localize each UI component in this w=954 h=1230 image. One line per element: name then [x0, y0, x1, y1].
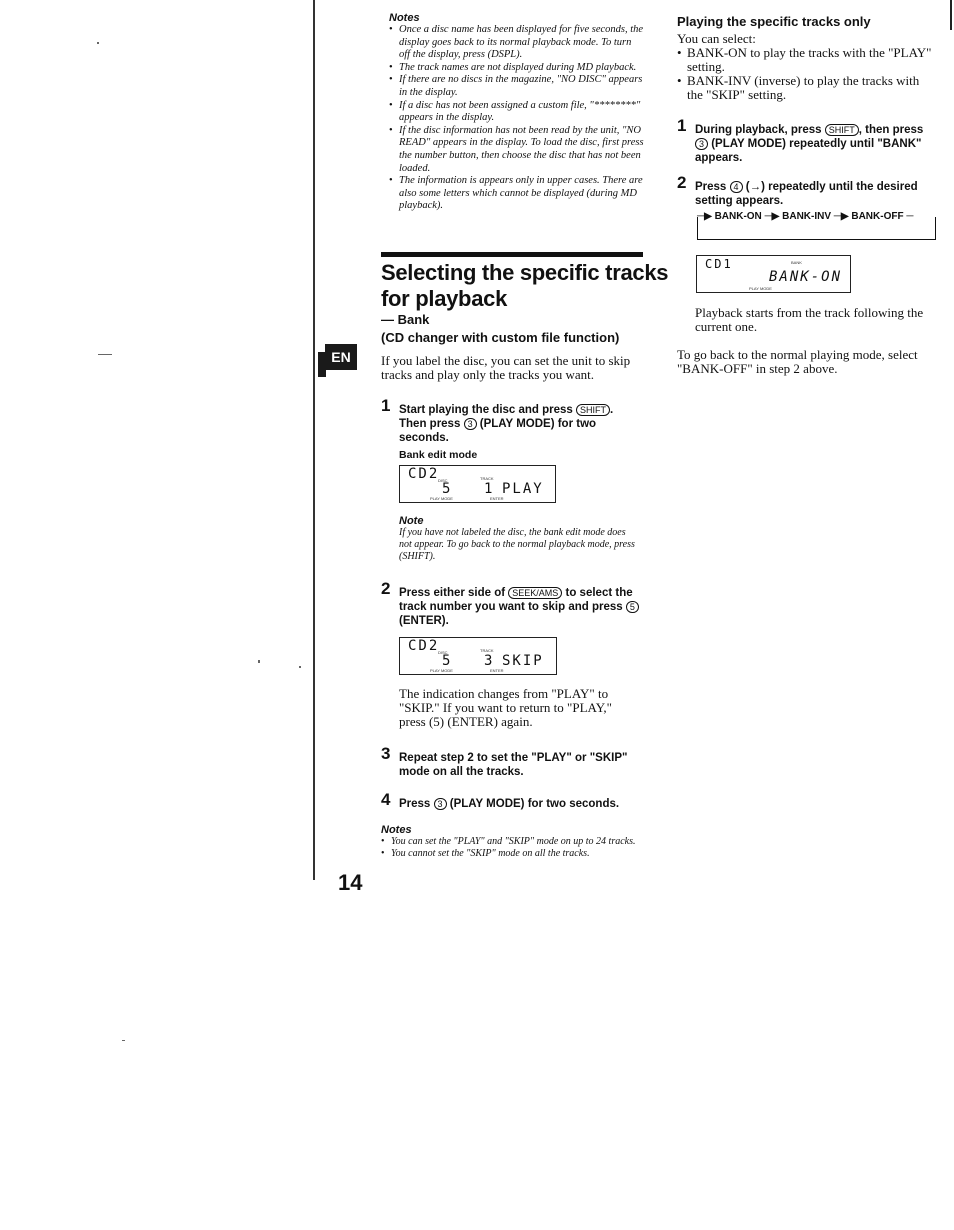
right-step-2 — [677, 173, 935, 208]
step-text: , then press — [858, 124, 924, 136]
step-text: Press either side of — [399, 587, 509, 599]
step1-note — [399, 515, 639, 563]
lcd-display-play — [399, 465, 556, 503]
step-text: (PLAY MODE) repeatedly until "BANK" appears. — [695, 138, 922, 164]
step-text: Press — [695, 181, 730, 193]
lcd-play-mode-tag: PLAY MODE — [749, 286, 772, 291]
lcd-mode: SKIP — [502, 653, 544, 669]
list-item: • If there are no discs in the magazine, "NO DISC" appears in the display. — [389, 74, 645, 99]
step-text: to select the track number you want to skip and press — [399, 587, 633, 613]
step-text: During playback, press — [695, 124, 825, 136]
top-notes-heading: Notes — [389, 12, 420, 24]
list-item: • BANK-ON to play the tracks with the "PLAY" setting. — [677, 46, 937, 74]
step-4 — [381, 790, 643, 811]
step-text: (PLAY MODE) for two seconds. — [446, 798, 620, 810]
step-3 — [381, 744, 643, 779]
lcd-track-tag: TRACK — [480, 648, 494, 653]
column-divider — [313, 0, 315, 880]
scan-speck — [122, 1040, 125, 1041]
step1-note-text: If you have not labeled the disc, the bank edit mode does not appear. To go back to the normal playback mode, press (SHIFT). — [399, 527, 635, 562]
right-options-list — [677, 46, 937, 102]
list-item: • You cannot set the "SKIP" mode on all the tracks. — [381, 848, 643, 860]
cycle-line-right — [935, 217, 936, 240]
lcd-mode: PLAY — [502, 481, 544, 497]
step-text: (ENTER). — [399, 615, 449, 627]
lcd-enter-tag: ENTER — [490, 668, 504, 673]
bank-mode-cycle — [697, 210, 937, 240]
key-3-icon: 3 — [695, 138, 708, 150]
shift-key-icon: SHIFT — [576, 404, 610, 416]
top-notes — [389, 12, 645, 213]
section-rule — [381, 252, 643, 257]
scan-speck — [98, 354, 112, 355]
key-4-icon: 4 — [730, 181, 743, 193]
step2-after-text: The indication changes from "PLAY" to "SKIP." If you want to return to "PLAY," press (5) (ENTER) again. — [399, 686, 612, 729]
step-number: 3 — [381, 744, 391, 763]
page-number: 14 — [338, 870, 363, 895]
seek-ams-key-icon: SEEK/AMS — [508, 587, 562, 599]
lcd-play-mode-tag: PLAY MODE — [430, 496, 453, 501]
arrow-right-icon: ─▶ — [764, 211, 780, 222]
step-number: 1 — [677, 116, 687, 135]
step-text: Start playing the disc and press — [399, 404, 577, 416]
key-5-icon: 5 — [626, 601, 639, 613]
playback-note: Playback starts from the track following the current one. — [695, 305, 924, 334]
cycle-item: BANK-INV — [782, 211, 832, 222]
step-2 — [381, 579, 643, 628]
step-number: 1 — [381, 396, 391, 415]
right-edge-mark — [950, 0, 952, 30]
step-text: Repeat step 2 to set the "PLAY" or "SKIP" mode on all the tracks. — [399, 752, 628, 778]
scan-speck — [97, 42, 99, 44]
step1-note-heading: Note — [399, 515, 424, 527]
shift-key-icon: SHIFT — [825, 124, 859, 136]
bottom-notes — [381, 824, 643, 860]
right-step-1 — [677, 116, 935, 165]
scan-speck — [258, 660, 260, 663]
cycle-item: BANK-OFF — [851, 211, 904, 222]
step-text: (→) repeatedly until the desired setting appears. — [695, 181, 918, 207]
section-subtitle-detail: (CD changer with custom file function) — [381, 330, 620, 345]
right-select-intro: You can select: — [677, 31, 756, 46]
step-number: 2 — [677, 173, 687, 192]
arrow-right-icon: ─▶ — [833, 211, 849, 222]
lcd-disc: CD1 — [705, 257, 733, 271]
lcd-enter-tag: ENTER — [490, 496, 504, 501]
cycle-line-bottom — [697, 239, 936, 240]
right-heading: Playing the specific tracks only — [677, 14, 871, 29]
step-text: . Then press — [399, 404, 614, 430]
lcd-track: 3 — [484, 653, 495, 669]
lcd-disc-tag: DISC — [438, 478, 448, 483]
list-item: • The track names are not displayed during MD playback. — [389, 62, 645, 75]
bottom-notes-heading: Notes — [381, 824, 412, 836]
lcd-mode: BANK-ON — [769, 269, 843, 285]
list-item: • BANK-INV (inverse) to play the tracks with the "SKIP" setting. — [677, 74, 937, 102]
lcd-disc-tag: DISC — [438, 650, 448, 655]
list-item: • Once a disc name has been displayed for five seconds, the display goes back to its normal playback mode. To turn off the display, press (DSPL). — [389, 24, 645, 62]
step-number: 4 — [381, 790, 391, 809]
step-text: Press — [399, 798, 434, 810]
key-3-icon: 3 — [464, 418, 477, 430]
list-item: • You can set the "PLAY" and "SKIP" mode on up to 24 tracks. — [381, 836, 643, 848]
list-item: • The information is appears only in upper cases. There are also some letters which cannot be displayed (during MD playback). — [389, 175, 645, 213]
list-item: • If a disc has not been assigned a custom file, "********" appears in the display. — [389, 100, 645, 125]
list-item: • If the disc information has not been read by the unit, "NO READ" appears in the display. To load the disc, first press the number button, then choose the disc that has not been loaded. — [389, 125, 645, 175]
top-notes-list — [389, 24, 645, 213]
lcd-display-bank — [696, 255, 851, 293]
right-column — [677, 14, 937, 102]
cycle-labels — [697, 211, 913, 222]
arrow-right-icon: ─▶ — [697, 211, 712, 222]
lcd-bank-tag: BANK — [791, 260, 802, 265]
step-1 — [381, 396, 643, 445]
lcd-play-mode-tag: PLAY MODE — [430, 668, 453, 673]
language-tab: EN — [325, 344, 357, 370]
cycle-item: BANK-ON — [714, 211, 762, 222]
step-number: 2 — [381, 579, 391, 598]
bottom-notes-list — [381, 836, 643, 860]
lcd-mode-num: 5 — [442, 481, 453, 497]
cycle-line-end: ─ — [906, 211, 914, 222]
lcd-disc: CD2 — [408, 638, 440, 654]
section-title: Selecting the specific tracks for playback — [381, 260, 669, 311]
lcd-track: 1 — [484, 481, 495, 497]
lcd-mode-num: 5 — [442, 653, 453, 669]
lcd-disc: CD2 — [408, 466, 440, 482]
lcd-display-skip — [399, 637, 557, 675]
step-text: (PLAY MODE) for two seconds. — [399, 418, 597, 444]
scan-speck — [299, 666, 301, 668]
section-subtitle: — Bank — [381, 312, 430, 327]
section-intro: If you label the disc, you can set the unit to skip tracks and play only the tracks you want. — [381, 353, 631, 382]
back-note: To go back to the normal playing mode, select "BANK-OFF" in step 2 above. — [677, 347, 918, 376]
lcd-track-tag: TRACK — [480, 476, 494, 481]
bank-edit-label: Bank edit mode — [399, 449, 478, 461]
key-3-icon: 3 — [434, 798, 447, 810]
